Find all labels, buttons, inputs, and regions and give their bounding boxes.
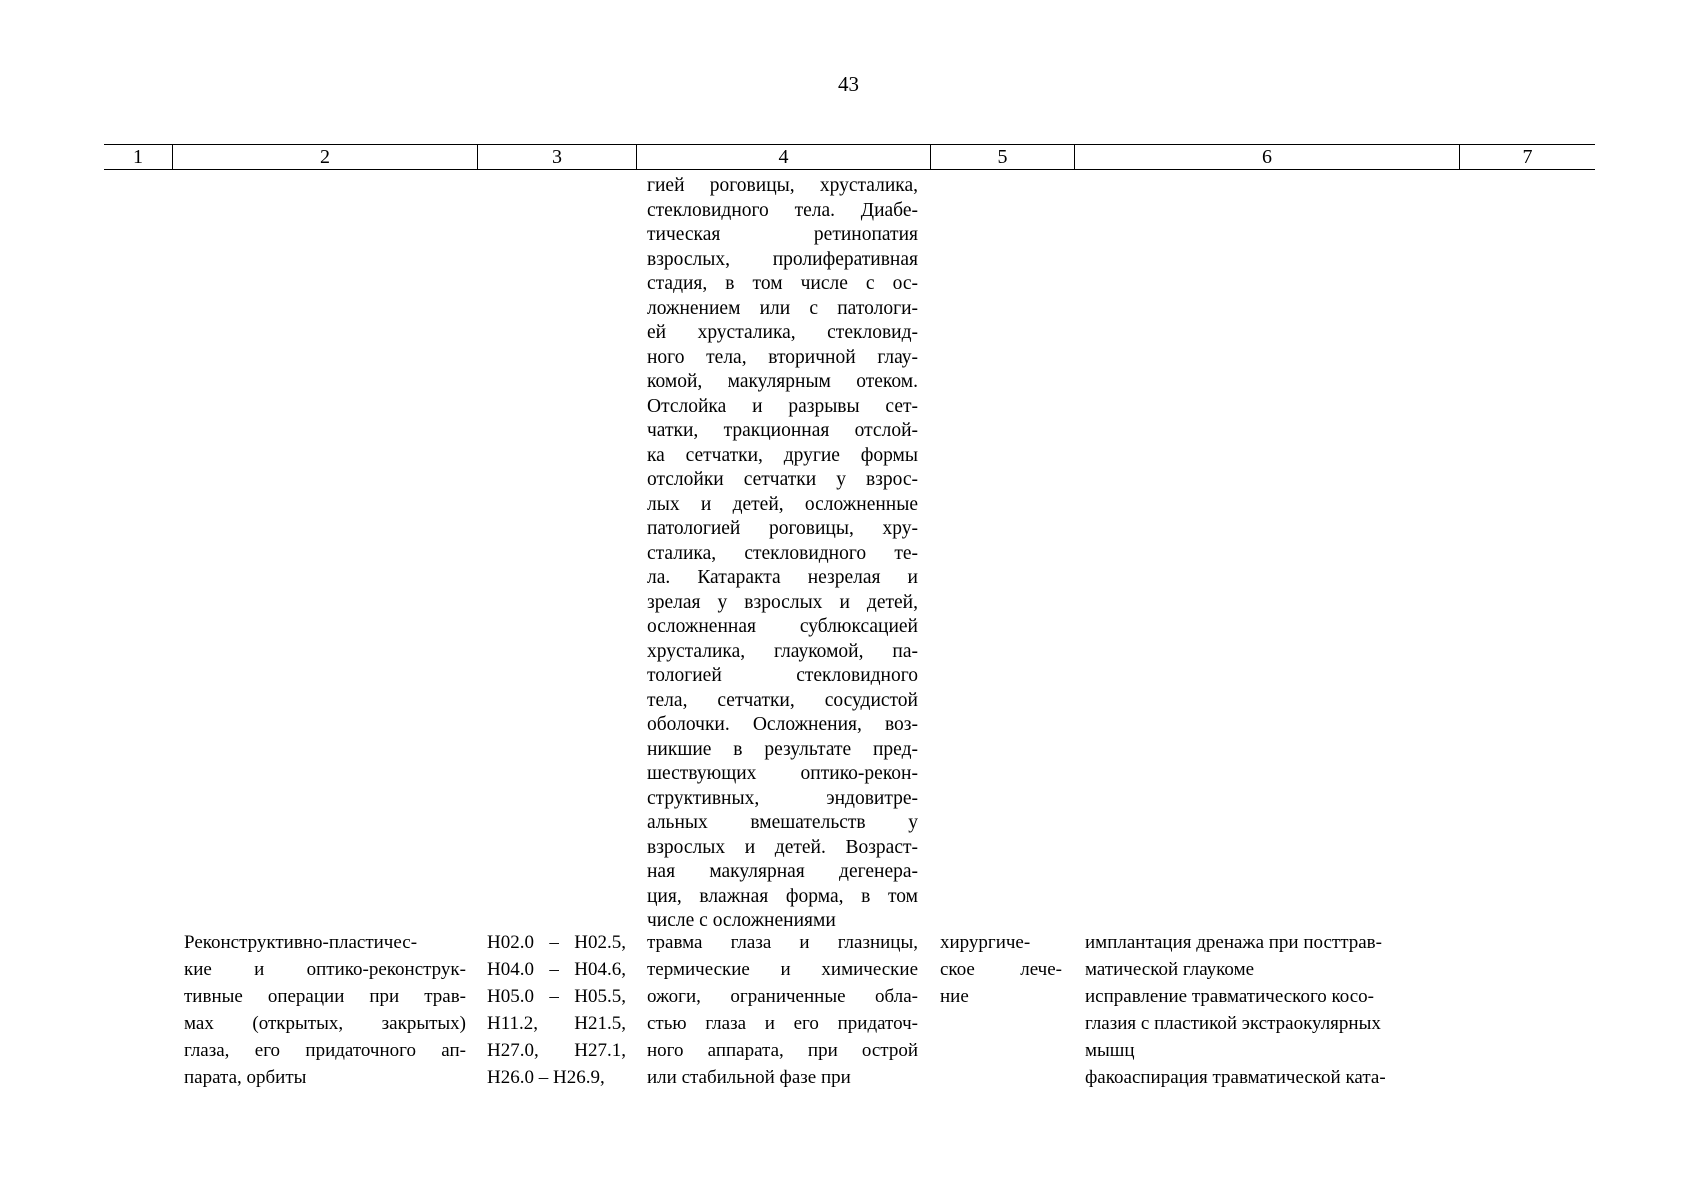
text-line: H05.0 – H05.5,: [487, 986, 626, 1007]
text-line: H26.0 – H26.9,: [487, 1067, 605, 1088]
text-line: лых и детей, осложненные: [647, 493, 918, 515]
text-line: термические и химические: [647, 959, 918, 980]
text-line: H11.2, H21.5,: [487, 1013, 626, 1034]
text-line: ожоги, ограниченные обла-: [647, 986, 918, 1007]
row-diagnosis: [647, 929, 918, 1091]
text-line: имплантация дренажа при посттрав-: [1085, 932, 1382, 953]
text-line: шествующих оптико-рекон-: [647, 763, 918, 784]
text-line: взрослых, пролиферативная: [647, 248, 918, 270]
text-line: матической глаукоме: [1085, 959, 1255, 980]
header-col-3: 3: [478, 145, 637, 170]
text-line: H04.0 – H04.6,: [487, 959, 626, 980]
header-col-6: 6: [1075, 145, 1460, 170]
text-line: ние: [940, 986, 969, 1007]
text-line: структивных, эндовитре-: [647, 787, 918, 809]
text-line: комой, макулярным отеком.: [647, 371, 918, 392]
text-line: H27.0, H27.1,: [487, 1040, 626, 1061]
table-header-row: [104, 144, 1595, 170]
text-line: глаза, его придаточного ап-: [184, 1040, 466, 1061]
text-line: взрослых и детей. Возраст-: [647, 836, 918, 858]
continued-diagnosis-text: [647, 174, 918, 934]
row-treatment-type: [184, 929, 466, 1091]
header-col-2: 2: [173, 145, 478, 170]
text-line: оболочки. Осложнения, воз-: [647, 714, 918, 735]
text-line: мах (открытых, закрытых): [184, 1013, 466, 1034]
text-line: ная макулярная дегенера-: [647, 861, 918, 882]
text-line: чатки, тракционная отслой-: [647, 420, 918, 441]
text-line: осложненная сублюксацией: [647, 616, 918, 637]
text-line: H02.0 – H02.5,: [487, 932, 626, 953]
text-line: хирургиче-: [940, 932, 1031, 953]
text-line: кие и оптико-реконструк-: [184, 959, 466, 980]
text-line: альных вмешательств у: [647, 812, 918, 833]
text-line: тологией стекловидного: [647, 665, 918, 686]
text-line: ей хрусталика, стекловид-: [647, 322, 918, 343]
text-line: Реконструктивно-пластичес-: [184, 932, 418, 953]
text-line: сталика, стекловидного те-: [647, 542, 918, 564]
text-line: тическая ретинопатия: [647, 224, 918, 245]
text-line: стекловидного тела. Диабе-: [647, 199, 918, 221]
text-line: тела, сетчатки, сосудистой: [647, 689, 918, 711]
text-line: ция, влажная форма, в том: [647, 885, 918, 907]
text-line: хрусталика, глаукомой, па-: [647, 640, 918, 662]
page-number: 43: [838, 72, 859, 96]
text-line: ка сетчатки, другие формы: [647, 444, 918, 466]
text-line: ложнением или с патологи-: [647, 297, 918, 319]
text-line: числе с осложнениями: [647, 910, 836, 931]
text-line: стью глаза и его придаточ-: [647, 1013, 918, 1034]
text-line: факоаспирация травматической ката-: [1085, 1067, 1386, 1088]
text-line: исправление травматического косо-: [1085, 986, 1375, 1007]
text-line: отслойки сетчатки у взрос-: [647, 469, 918, 490]
text-line: никшие в результате пред-: [647, 738, 918, 760]
text-line: тивные операции при трав-: [184, 986, 466, 1007]
header-col-7: 7: [1522, 146, 1533, 168]
header-col-1: 1: [104, 145, 173, 170]
text-line: парата, орбиты: [184, 1067, 307, 1088]
row-treatment-kind: [940, 929, 1062, 1010]
header-col-5: 5: [931, 145, 1075, 170]
text-line: зрелая у взрослых и детей,: [647, 591, 918, 613]
row-icd-codes: [487, 929, 626, 1091]
text-line: ного аппарата, при острой: [647, 1040, 918, 1061]
text-line: глазия с пластикой экстраокулярных: [1085, 1013, 1381, 1034]
text-line: ного тела, вторичной глау-: [647, 346, 918, 368]
text-line: ла. Катаракта незрелая и: [647, 567, 918, 588]
text-line: гией роговицы, хрусталика,: [647, 175, 918, 196]
text-line: травма глаза и глазницы,: [647, 932, 918, 953]
row-treatment-methods: [1085, 929, 1450, 1091]
text-line: ское лече-: [940, 959, 1062, 980]
text-line: стадия, в том числе с ос-: [647, 273, 918, 294]
header-col-4: 4: [637, 145, 931, 170]
text-line: Отслойка и разрывы сет-: [647, 395, 918, 417]
text-line: патологией роговицы, хру-: [647, 518, 918, 539]
text-line: мышц: [1085, 1040, 1135, 1061]
text-line: или стабильной фазе при: [647, 1067, 851, 1088]
